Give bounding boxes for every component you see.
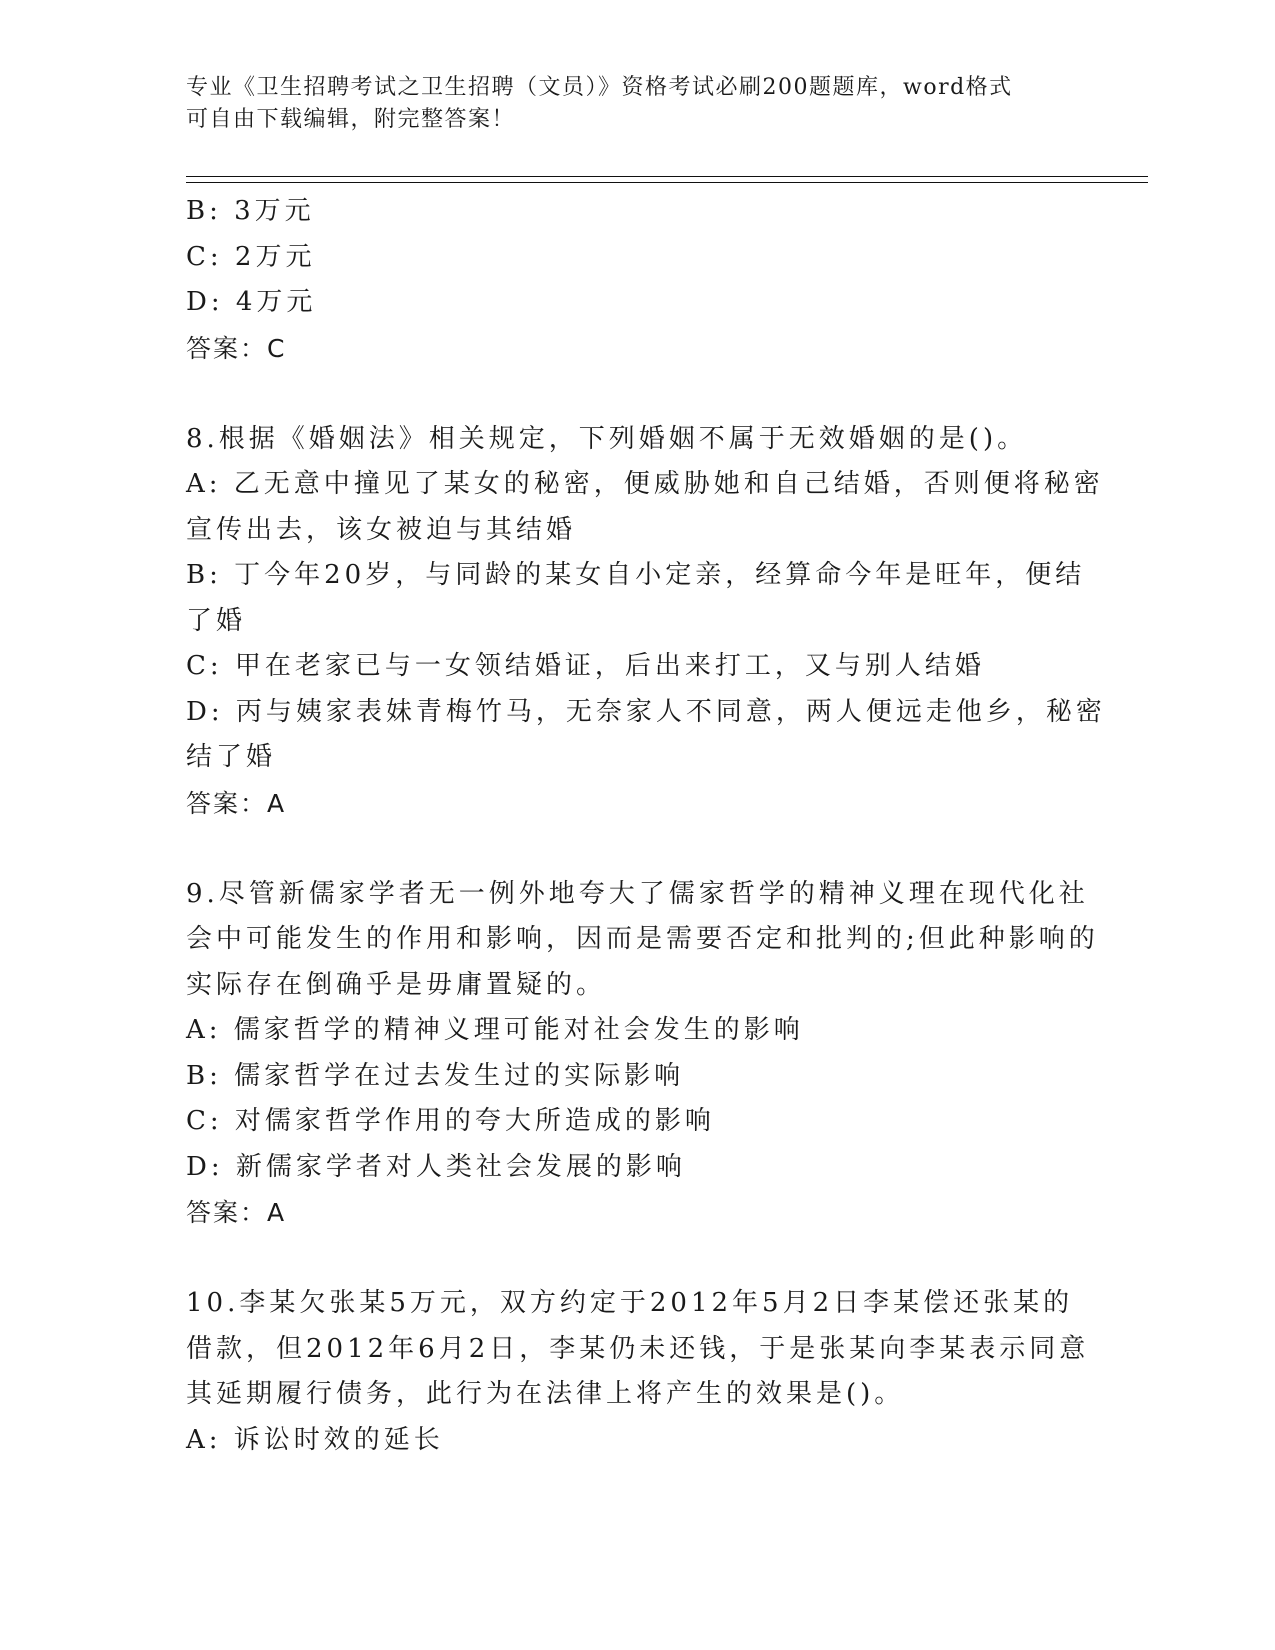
q8-option-c: C: 甲在老家已与一女领结婚证，后出来打工，又与别人结婚 xyxy=(186,651,985,681)
q7-option-d: D: 4万元 xyxy=(186,287,317,317)
q8-stem: 8.根据《婚姻法》相关规定，下列婚姻不属于无效婚姻的是()。 xyxy=(186,423,1028,454)
header-title-line-2: 可自由下载编辑，附完整答案！ xyxy=(186,107,516,132)
q9-answer: 答案：A xyxy=(186,1198,287,1227)
q9-option-d: D: 新儒家学者对人类社会发展的影响 xyxy=(186,1151,686,1182)
document-header xyxy=(186,72,1066,136)
q7-option-b: B: 3万元 xyxy=(186,196,315,226)
q7-answer: 答案：C xyxy=(186,333,287,363)
q8-option-a-line-1: A: 乙无意中撞见了某女的秘密，便威胁她和自己结婚，否则便将秘密 xyxy=(186,469,1104,499)
q8-option-b-line-2: 了婚 xyxy=(186,605,247,636)
q9-stem-line-2: 会中可能发生的作用和影响，因而是需要否定和批判的;但此种影响的 xyxy=(186,924,1099,954)
q7-option-c: C: 2万元 xyxy=(186,241,316,272)
q10-option-a: A: 诉讼时效的延长 xyxy=(186,1424,444,1455)
spacer xyxy=(186,826,1066,872)
q8-answer: 答案：A xyxy=(186,788,287,818)
q8-option-b-line-1: B: 丁今年20岁，与同龄的某女自小定亲，经算命今年是旺年，便结 xyxy=(186,560,1086,590)
q9-option-a: A: 儒家哲学的精神义理可能对社会发生的影响 xyxy=(186,1015,804,1045)
document-body xyxy=(186,189,1106,1463)
spacer xyxy=(186,1236,1066,1282)
header-divider-bottom xyxy=(186,182,1148,183)
q9-option-b: B: 儒家哲学在过去发生过的实际影响 xyxy=(186,1060,685,1091)
header-title-line-1: 专业《卫生招聘考试之卫生招聘（文员）》资格考试必刷200题题库，word格式 xyxy=(186,75,1013,100)
q9-stem-line-1: 9.尽管新儒家学者无一例外地夸大了儒家哲学的精神义理在现代化社 xyxy=(186,878,1089,909)
q9-stem-line-3: 实际存在倒确乎是毋庸置疑的。 xyxy=(186,969,607,1000)
spacer xyxy=(186,371,1066,417)
header-divider-top xyxy=(186,176,1148,177)
q9-option-c: C: 对儒家哲学作用的夸大所造成的影响 xyxy=(186,1106,715,1136)
q10-stem-line-2: 借款，但2012年6月2日，李某仍未还钱，于是张某向李某表示同意 xyxy=(186,1333,1090,1364)
q8-option-a-line-2: 宣传出去，该女被迫与其结婚 xyxy=(186,514,577,545)
q10-stem-line-1: 10.李某欠张某5万元，双方约定于2012年5月2日李某偿还张某的 xyxy=(186,1288,1074,1318)
q8-option-d-line-2: 结了婚 xyxy=(186,742,277,772)
q10-stem-line-3: 其延期履行债务，此行为在法律上将产生的效果是()。 xyxy=(186,1379,905,1409)
q8-option-d-line-1: D: 丙与姨家表妹青梅竹马，无奈家人不同意，两人便远走他乡，秘密 xyxy=(186,696,1106,727)
